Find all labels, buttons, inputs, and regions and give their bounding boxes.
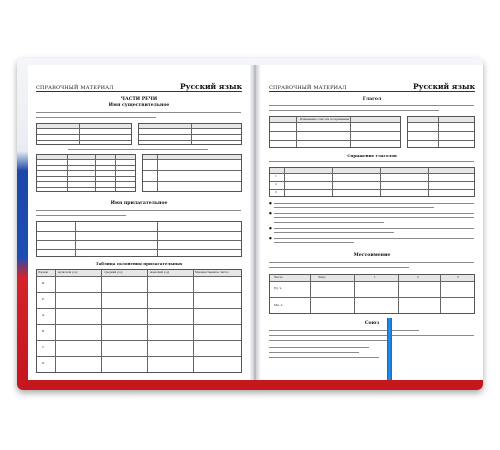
text-line [269, 105, 474, 106]
text-line [269, 357, 379, 358]
case-label: Р. [42, 298, 45, 301]
pronoun-title: Местоимение [353, 253, 391, 258]
col-header: Падеж [38, 271, 49, 274]
text-line [274, 217, 474, 218]
case-label: П. [42, 362, 46, 365]
row-label: 2 [275, 183, 277, 186]
conjugation-title: Спряжение глаголов [347, 153, 397, 158]
col-header: 1 [374, 276, 376, 279]
text-line [36, 210, 241, 211]
col-header: Число [274, 276, 284, 279]
col-header: 3 [457, 276, 459, 279]
tense-col-header: Изменение глагола по временам [300, 118, 349, 121]
bullet-icon: ● [269, 211, 272, 215]
text-line [274, 242, 354, 243]
text-line [269, 335, 474, 336]
col-header: 2 [417, 276, 419, 279]
col-header: Множественное число [195, 271, 229, 274]
right-page [261, 65, 483, 380]
left-header-subject: Русский язык [180, 82, 242, 91]
col-header: женский род [150, 271, 170, 274]
text-line [274, 222, 384, 223]
text-line [269, 330, 419, 331]
col-header: мужской род [58, 271, 78, 274]
text-line [36, 215, 126, 216]
col-header: Лицо [318, 276, 326, 279]
verb-tense-table [269, 116, 401, 148]
right-page-header [269, 77, 475, 92]
left-header-label: СПРАВОЧНЫЙ МАТЕРИАЛ [36, 85, 114, 91]
text-line [274, 207, 434, 208]
row-label: 3 [275, 191, 277, 194]
text-line [269, 161, 474, 162]
adjective-categories-table [36, 221, 242, 257]
right-header-label: СПРАВОЧНЫЙ МАТЕРИАЛ [269, 85, 347, 91]
conjugation-table [269, 167, 475, 197]
noun-gender-table [36, 123, 132, 145]
row-label: 1 [275, 175, 277, 178]
bullet-icon: ● [269, 201, 272, 205]
text-line [274, 238, 474, 239]
case-label: Д. [42, 314, 46, 317]
text-line [269, 352, 359, 353]
text-line [274, 228, 474, 229]
text-line [269, 262, 474, 263]
text-line [269, 110, 439, 111]
noun-case-table [36, 154, 136, 192]
row-label: Ед. ч. [274, 287, 283, 290]
text-line [36, 117, 156, 118]
pronoun-table [269, 274, 475, 314]
text-line [269, 347, 369, 348]
verb-title: Глагол [362, 97, 382, 102]
text-line [68, 149, 208, 150]
bookmark-ribbon [387, 318, 392, 380]
union-title: Союз [364, 321, 380, 326]
text-line [274, 203, 474, 204]
text-line [36, 112, 241, 113]
notebook-cover [17, 58, 483, 390]
bullet-icon: ● [269, 236, 272, 240]
adjective-table-title: Таблица склонения прилагательных [95, 261, 183, 266]
text-line [269, 340, 389, 341]
case-label: В. [42, 330, 45, 333]
parts-of-speech-title: ЧАСТИ РЕЧИ [120, 97, 158, 102]
col-header: средний род [104, 271, 123, 274]
bullet-icon: ● [269, 226, 272, 230]
noun-number-table [138, 123, 242, 145]
verb-person-table [407, 116, 475, 148]
adjective-declension-table [36, 269, 242, 373]
spine [249, 65, 261, 380]
case-label: И. [42, 282, 46, 285]
left-page-header [36, 77, 242, 92]
adjective-title: Имя прилагательное [110, 201, 168, 206]
declension-types-table [142, 154, 242, 192]
right-header-subject: Русский язык [413, 82, 475, 91]
left-page [28, 65, 250, 380]
row-label: Мн. ч. [274, 304, 284, 307]
text-line [274, 213, 474, 214]
text-line [274, 232, 394, 233]
case-label: Т. [42, 346, 45, 349]
noun-title: Имя существительное [108, 103, 170, 108]
text-line [269, 267, 409, 268]
